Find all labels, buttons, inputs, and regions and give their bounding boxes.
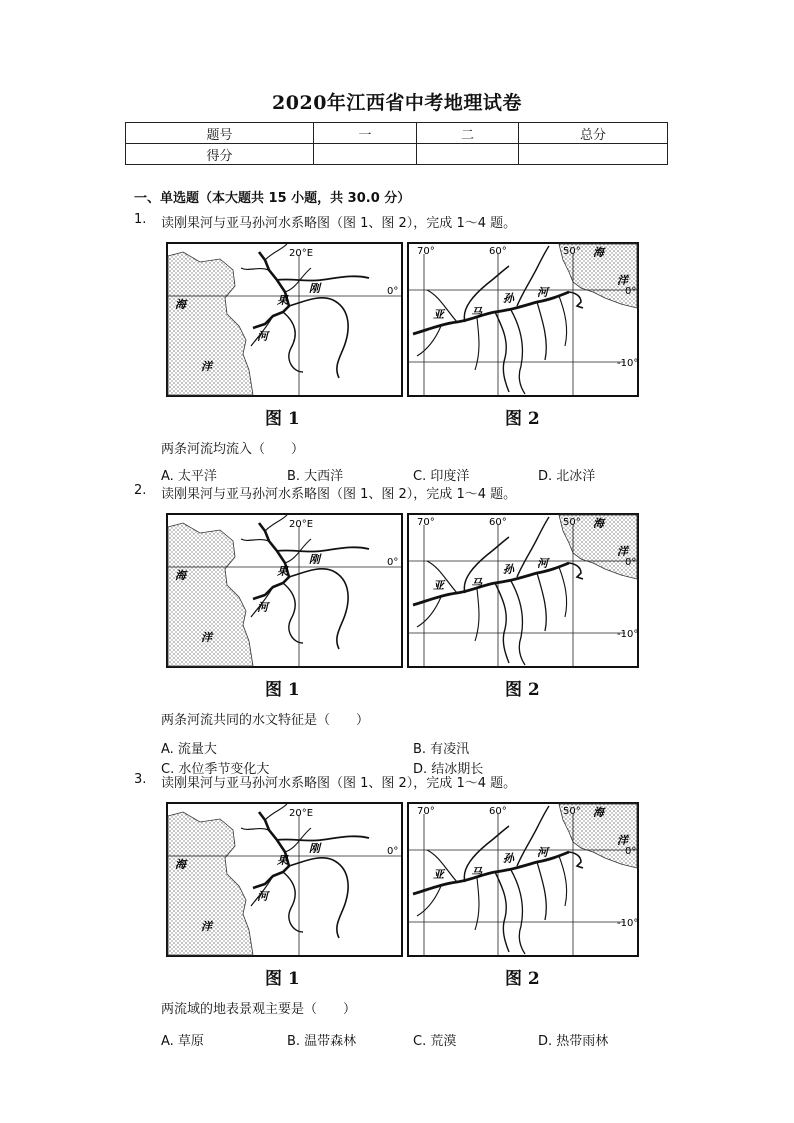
answer-option[interactable]: A. 流量大: [161, 742, 217, 757]
question-stem: 两条河流均流入（ ）: [161, 442, 305, 457]
fig1-caption: 图 1: [265, 409, 300, 429]
fig1-river-label-3: 河: [257, 890, 268, 903]
score-header-cell: 一: [314, 123, 417, 144]
fig1-river-label-2: 果: [277, 565, 288, 578]
question-stem: 两条河流共同的水文特征是（ ）: [161, 713, 370, 728]
fig2-lon-label-1: 70°: [417, 517, 435, 528]
fig1-sea-label-2: 洋: [201, 920, 212, 933]
fig1-river-label-1: 刚: [309, 553, 320, 566]
fig2-lon-label-2: 60°: [489, 517, 507, 528]
fig2-lat-label: -10°: [617, 629, 639, 640]
score-table-row: [126, 144, 668, 165]
river-maps-figure: [165, 242, 640, 432]
answer-option[interactable]: C. 印度洋: [413, 469, 470, 484]
fig1-sea-label-2: 洋: [201, 631, 212, 644]
question-number: 1.: [134, 212, 147, 227]
fig1-lon-label: 20°E: [289, 519, 314, 530]
fig2-river-label-4: 河: [537, 557, 548, 570]
river-maps: [165, 242, 640, 432]
fig2-lon-label-3: 50°: [563, 517, 581, 528]
map-amazon: [408, 514, 638, 667]
fig2-river-label-1: 亚: [433, 579, 444, 592]
fig1-river-label-1: 刚: [309, 842, 320, 855]
answer-option[interactable]: A. 草原: [161, 1034, 204, 1049]
fig2-caption: 图 2: [505, 680, 540, 700]
fig2-caption: 图 2: [505, 969, 540, 989]
score-header-cell: 二: [417, 123, 519, 144]
fig2-sea-label-2: 洋: [617, 545, 628, 558]
score-table: [125, 122, 668, 165]
answer-option[interactable]: B. 有凌汛: [413, 742, 470, 757]
fig2-sea-label-2: 洋: [617, 834, 628, 847]
question-text: 读刚果河与亚马孙河水系略图（图 1、图 2），完成 1～4 题。: [161, 216, 517, 231]
fig1-river-label-2: 果: [277, 854, 288, 867]
question-text: 读刚果河与亚马孙河水系略图（图 1、图 2），完成 1～4 题。: [161, 776, 517, 791]
fig1-lon-label: 20°E: [289, 248, 314, 259]
fig2-river-label-4: 河: [537, 846, 548, 859]
fig2-lat-label: -10°: [617, 918, 639, 929]
fig2-sea-label-2: 洋: [617, 274, 628, 287]
fig2-caption: 图 2: [505, 409, 540, 429]
fig2-river-label-2: 马: [471, 306, 482, 319]
map-amazon: [408, 243, 638, 396]
fig2-river-label-3: 孙: [503, 292, 514, 305]
fig2-lon-label-3: 50°: [563, 246, 581, 257]
fig1-sea-label-1: 海: [175, 298, 186, 311]
fig2-lon-label-1: 70°: [417, 806, 435, 817]
fig1-lon-label: 20°E: [289, 808, 314, 819]
fig2-lon-label-2: 60°: [489, 806, 507, 817]
question-stem: 两流域的地表景观主要是（ ）: [161, 1002, 357, 1017]
answer-option[interactable]: C. 水位季节变化大: [161, 762, 270, 777]
fig1-caption: 图 1: [265, 969, 300, 989]
question-number: 2.: [134, 483, 147, 498]
fig2-lon-label-3: 50°: [563, 806, 581, 817]
fig2-river-label-1: 亚: [433, 308, 444, 321]
answer-option[interactable]: D. 结冰期长: [413, 762, 484, 777]
fig2-lon-label-1: 70°: [417, 246, 435, 257]
fig1-river-label-1: 刚: [309, 282, 320, 295]
score-cell[interactable]: [417, 144, 519, 165]
fig1-river-label-2: 果: [277, 294, 288, 307]
map-congo: [167, 243, 402, 396]
answer-option[interactable]: B. 温带森林: [287, 1034, 357, 1049]
answer-option[interactable]: B. 大西洋: [287, 469, 344, 484]
fig1-eq-label: 0°: [387, 557, 399, 568]
fig2-river-label-3: 孙: [503, 852, 514, 865]
fig1-sea-label-2: 洋: [201, 360, 212, 373]
map-amazon: [408, 803, 638, 956]
fig1-caption: 图 1: [265, 680, 300, 700]
score-cell[interactable]: [519, 144, 668, 165]
fig2-eq-label: 0°: [625, 846, 637, 857]
fig2-eq-label: 0°: [625, 557, 637, 568]
map-congo: [167, 514, 402, 667]
fig1-river-label-3: 河: [257, 330, 268, 343]
fig2-river-label-2: 马: [471, 577, 482, 590]
map-congo: [167, 803, 402, 956]
river-maps-figure: [165, 513, 640, 703]
question-number: 3.: [134, 772, 147, 787]
score-header-cell: 总分: [519, 123, 668, 144]
fig1-sea-label-1: 海: [175, 858, 186, 871]
score-table-header-row: [126, 123, 668, 144]
fig2-sea-label-1: 海: [593, 246, 604, 259]
score-row-label: 得分: [126, 144, 314, 165]
answer-option[interactable]: A. 太平洋: [161, 469, 217, 484]
river-maps-figure: [165, 802, 640, 992]
fig2-river-label-4: 河: [537, 286, 548, 299]
fig2-sea-label-1: 海: [593, 806, 604, 819]
answer-option[interactable]: D. 北冰洋: [538, 469, 596, 484]
page-title: 2020年江西省中考地理试卷: [272, 92, 522, 114]
fig2-lon-label-2: 60°: [489, 246, 507, 257]
fig2-river-label-1: 亚: [433, 868, 444, 881]
fig2-lat-label: -10°: [617, 358, 639, 369]
score-cell[interactable]: [314, 144, 417, 165]
answer-option[interactable]: D. 热带雨林: [538, 1034, 609, 1049]
section-heading: 一、单选题（本大题共 15 小题，共 30.0 分）: [134, 191, 411, 206]
fig2-eq-label: 0°: [625, 286, 637, 297]
fig2-sea-label-1: 海: [593, 517, 604, 530]
fig2-river-label-3: 孙: [503, 563, 514, 576]
river-maps: [165, 802, 640, 992]
river-maps: [165, 513, 640, 703]
fig1-river-label-3: 河: [257, 601, 268, 614]
question-text: 读刚果河与亚马孙河水系略图（图 1、图 2），完成 1～4 题。: [161, 487, 517, 502]
fig1-eq-label: 0°: [387, 286, 399, 297]
fig1-sea-label-1: 海: [175, 569, 186, 582]
answer-option[interactable]: C. 荒漠: [413, 1034, 457, 1049]
fig2-river-label-2: 马: [471, 866, 482, 879]
score-header-cell: 题号: [126, 123, 314, 144]
fig1-eq-label: 0°: [387, 846, 399, 857]
